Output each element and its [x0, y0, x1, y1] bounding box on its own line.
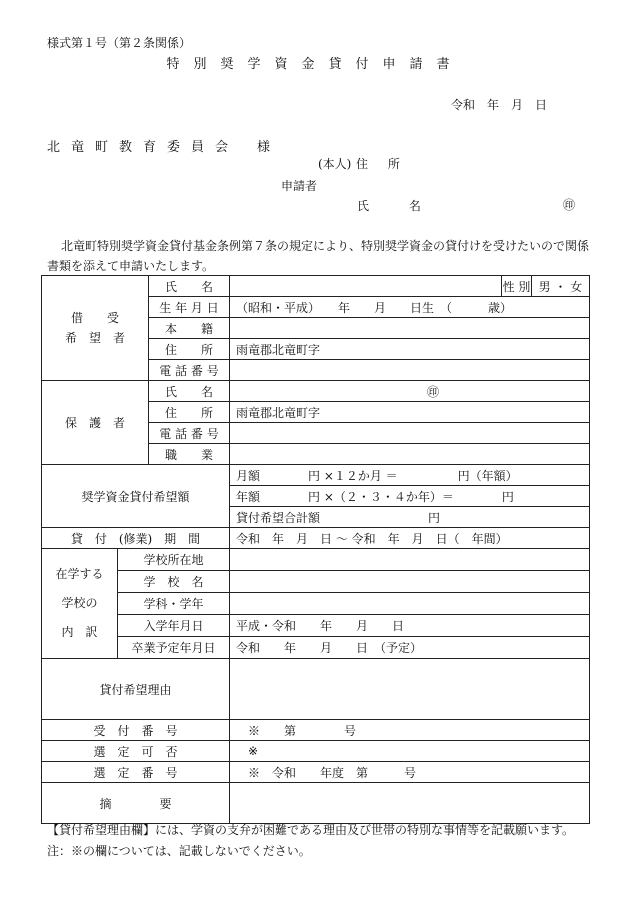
selection-field: ※	[230, 741, 590, 762]
date-line: 令和 年 月 日	[451, 98, 548, 112]
applicant-name-label: 氏 名	[357, 199, 439, 213]
selection-number-label: 選 定 番 号	[42, 762, 230, 783]
borrower-name-field[interactable]	[230, 276, 502, 297]
seal-mark: ㊞	[563, 198, 576, 212]
loan-period-label: 貸 付 (修業) 期 間	[42, 528, 230, 549]
remarks-field	[230, 783, 590, 824]
sex-label: 性 別	[502, 276, 532, 297]
loan-amount-label: 奨学資金貸付希望額	[42, 465, 230, 528]
school-section-label: 在学する 学校の 内 訳	[42, 549, 118, 659]
dob-label: 生 年 月 日	[149, 297, 230, 318]
loan-annual-field[interactable]: 年額 円 ×（２・３・４か年）＝ 円	[230, 486, 590, 507]
sex-field[interactable]: 男 ・ 女	[532, 276, 590, 297]
remarks-label: 摘 要	[42, 783, 230, 824]
grad-date-label: 卒業予定年月日	[118, 637, 230, 659]
entry-date-field[interactable]: 平成・令和 年 月 日	[230, 615, 590, 637]
borrower-phone-label: 電 話 番 号	[149, 360, 230, 381]
borrower-phone-field[interactable]	[230, 360, 590, 381]
form-title: 特別奨学資金貸付申請書	[166, 57, 464, 72]
borrower-address-label: 住 所	[149, 339, 230, 360]
guardian-address-field[interactable]: 雨竜郡北竜町字	[230, 402, 590, 423]
loan-total-field[interactable]: 貸付希望合計額 円	[230, 507, 590, 528]
footnote-reason: 【貸付希望理由欄】には、学資の支弁が困難である理由及び世帯の特別な事情等を記載願います。	[47, 823, 575, 837]
borrower-name-label: 氏 名	[149, 276, 230, 297]
honseki-field[interactable]	[230, 318, 590, 339]
guardian-phone-label: 電 話 番 号	[149, 423, 230, 444]
addressee-honorific: 様	[257, 140, 271, 155]
entry-date-label: 入学年月日	[118, 615, 230, 637]
guardian-address-label: 住 所	[149, 402, 230, 423]
loan-period-field[interactable]: 令和 年 月 日 〜 令和 年 月 日（ 年間）	[230, 528, 590, 549]
school-address-field[interactable]	[230, 549, 590, 571]
school-name-label: 学 校 名	[118, 571, 230, 593]
borrower-address-field[interactable]: 雨竜郡北竜町字	[230, 339, 590, 360]
reason-field[interactable]	[230, 659, 590, 720]
addressee: 北竜町教育委員会	[47, 140, 240, 155]
applicant-self-label: (本人)	[318, 157, 352, 171]
guardian-job-label: 職 業	[149, 444, 230, 465]
honseki-label: 本 籍	[149, 318, 230, 339]
selection-label: 選 定 可 否	[42, 741, 230, 762]
school-dept-field[interactable]	[230, 593, 590, 615]
receipt-number-label: 受 付 番 号	[42, 720, 230, 741]
school-address-label: 学校所在地	[118, 549, 230, 571]
guardian-job-field[interactable]	[230, 444, 590, 465]
footnote-note: 注：※の欄については、記載しないでください。	[47, 844, 311, 858]
school-dept-label: 学科・学年	[118, 593, 230, 615]
applicant-label: 申請者	[281, 179, 318, 193]
grad-date-field[interactable]: 令和 年 月 日 （予定）	[230, 637, 590, 659]
borrower-section-label: 借 受 希 望 者	[42, 276, 149, 381]
form-number: 様式第１号（第２条関係）	[47, 36, 192, 50]
guardian-name-field[interactable]: ㊞	[230, 381, 590, 402]
dob-field[interactable]: （昭和・平成） 年 月 日生 （ 歳）	[230, 297, 590, 318]
guardian-phone-field[interactable]	[230, 423, 590, 444]
school-name-field[interactable]	[230, 571, 590, 593]
loan-monthly-field[interactable]: 月額 円 ×１２か月 ＝ 円（年額）	[230, 465, 590, 486]
guardian-section-label: 保 護 者	[42, 381, 149, 465]
guardian-name-label: 氏 名	[149, 381, 230, 402]
receipt-number-field: ※ 第 号	[230, 720, 590, 741]
applicant-address-label: 住 所	[356, 157, 408, 171]
application-table	[41, 275, 590, 824]
reason-label: 貸付希望理由	[42, 659, 230, 720]
selection-number-field: ※ 令和 年度 第 号	[230, 762, 590, 783]
intro-text: 北竜町特別奨学資金貸付基金条例第７条の規定により、特別奨学資金の貸付けを受けたいので関係書類を添えて申請いたします。	[47, 239, 590, 273]
